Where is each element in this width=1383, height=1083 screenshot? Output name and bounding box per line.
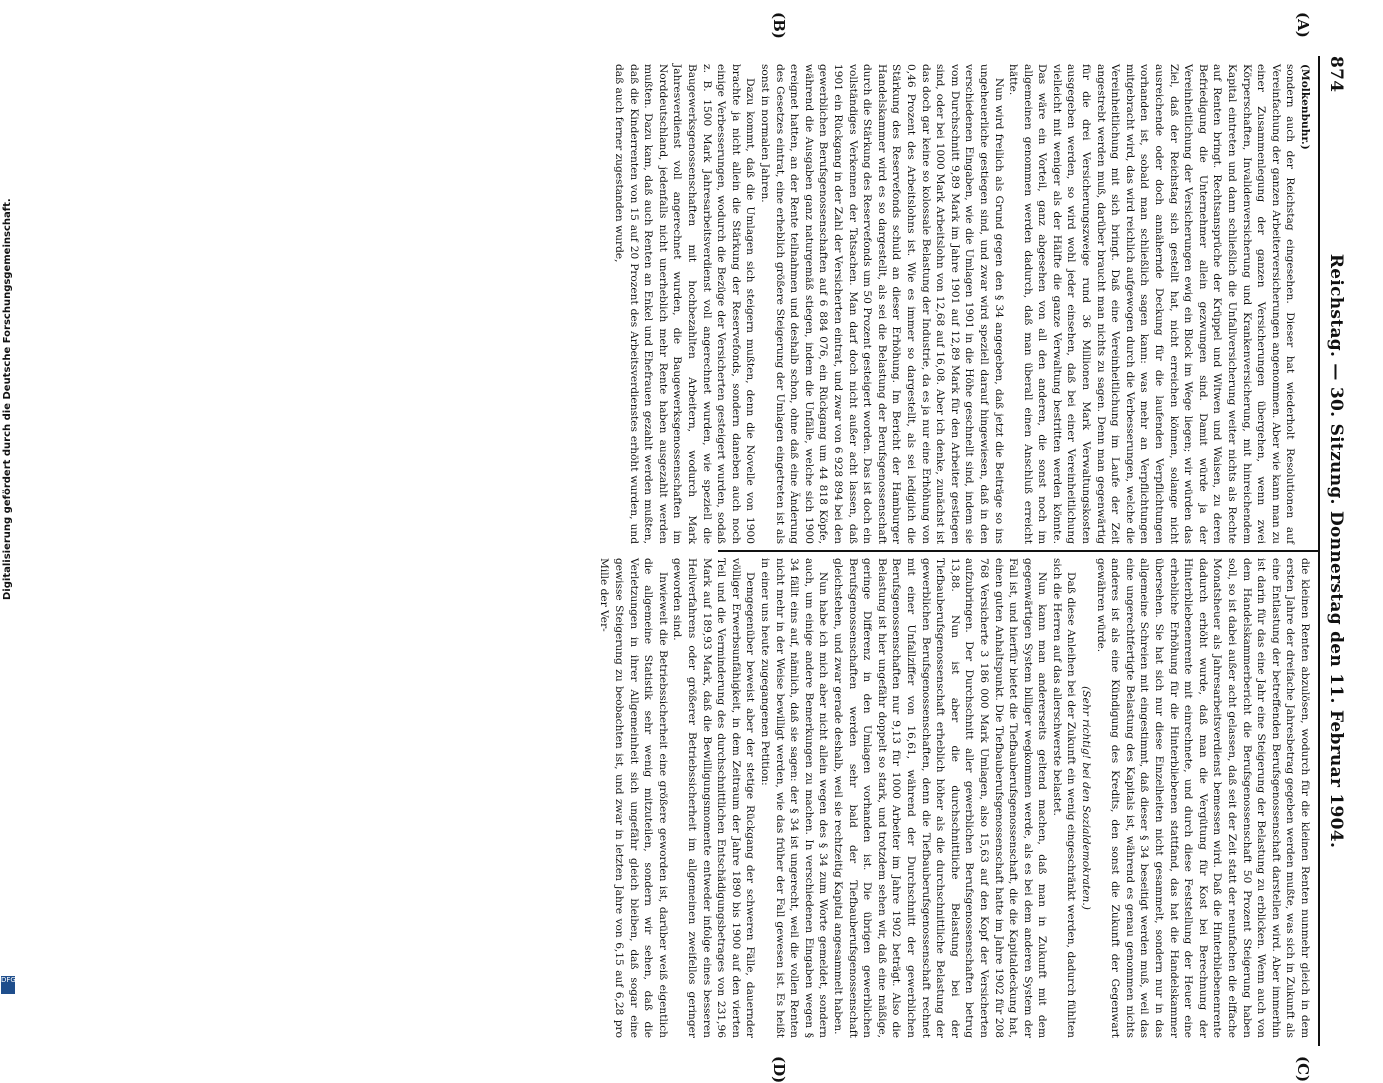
- interjection: (Sehr richtig! bei den Sozialdemokraten.): [1080, 686, 1093, 910]
- digitization-note: Digitalisierung gefördert durch die Deutsche Forschungsgemeinschaft.: [2, 198, 13, 600]
- document-page: [46, 12, 1348, 1083]
- right-paragraph: Nun habe ich mich aber nicht allein wegen des § 34 zum Worte gemeldet, sondern auch, um einige andere Bemerkungen zu machen. In verschiedenen Eingaben wegen § 34 fällt eins auf, nämlich, daß sie sagen: der § 34 ist ungerecht, weil die vollen Renten nicht mehr in der Weise bewilligt werden, wie das früher der Fall gewesen ist. Es heißt in einer uns heute zugegangenen Petition:: [759, 558, 830, 1038]
- column-divider: [718, 550, 1318, 552]
- margin-mark-a: (A): [1294, 12, 1312, 38]
- dfg-logo-icon: DFG: [1, 976, 15, 994]
- petition-quote: Demgegenüber beweist aber der stetige Rückgang der schweren Fälle, dauernder völliger Erwerbsunfähigkeit, in dem Zeitraum der Jahre 1890 bis 1900 auf den vierten Teil und die Verminderung des durchschnittlichen Entschädigungsbetrages von 231,96 Mark auf 189,93 Mark, daß die Bewilligungsmomente entweder infolge eines besseren Heilverfahrens oder größerer Betriebssicherheit im allgemeinen zweifellos geringer geworden sind.: [671, 558, 757, 1038]
- right-paragraph: Nun kann man andererseits geltend machen, daß man in Zukunft mit dem gegenwärtigen System billiger wegkommen werde, als es bei dem anderen System der Fall ist, und hierfür bietet die Tiefbauberufsgenossenschaft, die die Kapitaldeckung hat, einen guten Anhaltspunkt. Die Tiefbauberufsgenossenschaft hatte im Jahre 1902 für 208 768 Versicherte 3 186 000 Mark Umlagen, also 15,63 auf den Kopf der Versicherten aufzubringen. Der Durchschnitt aller gewerblichen Berufsgenossenschaften betrug 13,88. Nun ist aber die durchschnittliche Belastung bei der Tiefbauberufsgenossenschaft erheblich höher als die durchschnittliche Belastung der gewerblichen Berufsgenossenschaften, denn die Tiefbauberufsgenossenschaft rechnet mit einer Unfallziffer von 16,61, während der Durchschnitt der gewerblichen Berufsgenossenschaften nur 9,13 für 1000 Arbeiter im Jahre 1902 beträgt. Also die Belastung ist hier ungefähr doppelt so stark, und trotzdem sehen wir, daß eine mäßige, geringe Differenz in den Umlagen vorhanden ist. Die übrigen gewerblichen Berufsgenossenschaften werden sehr bald der Tiefbauberufsgenossenschaft gleichstehen, und zwar gerade deshalb, weil sie rechtzeitig Kapital angesammelt haben.: [832, 558, 1049, 1038]
- left-column: [612, 64, 1313, 544]
- left-paragraph: Dazu kommt, daß die Umlagen sich steigern mußten, denn die Novelle von 1900 brachte ja nicht allein die Stärkung der Reservefonds, sondern daneben auch noch einige Verbesserungen, wodurch die Bezüge der Versicherten gesteigert wurden, sodaß z. B. 1500 Mark Jahresarbeitsverdienst voll angerechnet wurden, wie speziell die Baugewerksgenossenschaften mit hochbezahlten Arbeitern, wodurch Mark Jahresverdienst voll angerechnet wurden, die Baugewerksgenossenschaften im Norddeutschland, jedenfalls nicht unerheblich mehr Rente haben ausgezahlt werden mußten. Dazu kam, daß auch Renten an Enkel und Ehefrauen gezahlt werden mußten, daß die Kinderrenten von 15 auf 20 Prozent des Arbeitsverdienstes erhöht wurden, und daß auch ferner zugestanden wurde,: [613, 64, 757, 544]
- page-number: 874: [1326, 56, 1346, 93]
- page-header-title: Reichstag. — 30. Sitzung. Donnerstag den 11. Februar 1904.: [1326, 253, 1346, 849]
- right-paragraph: die kleinen Renten abzulösen, wodurch für die kleinen Renten nunmehr gleich in dem ersten Jahre der dreifache Jahresbetrag gegeben werden mußte, was sich in Zukunft als eine Entlastung der betreffenden Berufsgenossenschaft darstellen wird. Aber immerhin ist darin für das eine Jahr eine Steigerung der Belastung zu erblicken. Wenn auch von dem Handelskammerbericht die Berufsgenossenschaft 50 Prozent Steigerung haben soll, so ist dabei außer acht gelassen, daß seit der Zeit statt der neunfachen die elffache Monatsheuer als Jahresarbeitsverdienst bemessen wird. Daß die Hinterbliebenenrente dadurch erhöht wurde, daß man die Vergütung für Kost bei Berechnung der Hinterbliebenenrente mit einrechnete, und durch diese Feststellung der Heuer eine erhebliche Erhöhung für die Hinterbliebenen stattfand, das hat die Handelskammer übersehen. Sie hat sich nur diese Einzelheiten nicht gesammelt, sondern nur in das allgemeine Schreien mit eingestimmt, daß dieser § 34 beseitigt werden muß, weil das eine ungerechtfertigte Belastung des Kapitals ist, während es genau genommen nichts anderes ist als eine Kündigung des Kredits, den sonst die Zukunft der Gegenwart gewähren würde.: [1094, 558, 1311, 1038]
- margin-mark-b: (B): [770, 12, 788, 39]
- speaker-name: (Molkenbuhr.): [1299, 64, 1311, 150]
- left-paragraph: sondern auch der Reichstag eingesehen. Dieser hat wiederholt Resolutionen auf Vereinfachung der ganzen Arbeiterversicherungen angenommen. Aber wie kann man zu einer Zusammenlegung der ganzen Versicherungen übergehen, wenn zwei Körperschaften, Invalidenversicherung und Krankenversicherung, mit hinreichendem Kapital eintreten und dann schließlich die Unfallversicherung weiter nichts als Rechte auf Renten bringt. Rechtsansprüche der Krüppel und Witwen und Waisen, zu deren Befriedigung die Unternehmer allein gezwungen sind. Damit würde ja der Vereinheitlichung der Versicherungen ewig ein Block im Wege liegen; wir würden das Ziel, daß der Reichstag sich gestellt hat, nicht erreichen können, solange nicht ausreichende oder doch annähernde Deckung für die laufenden Verpflichtungen vorhanden ist, sobald man schließlich sagen kann: was mehr an Verpflichtungen mitgebracht wird, das wird reichlich aufgewogen durch die Verbesserungen, welche die Vereinheitlichung mit sich bringt. Daß eine Vereinheitlichung im Laufe der Zeit angestrebt werden muß, darüber braucht man nichts zu sagen. Denn man gegenwärtig für die drei Versicherungszweige rund 36 Millionen Mark Verwaltungskosten ausgegeben werden, so wird wohl jeder einsehen, daß bei einer Vereinheitlichung vielleicht mit weniger als der Hälfte die ganze Verwaltung bestritten werden könnte. Das wäre ein Vorteil, ganz abgesehen von all den anderen, die sonst noch im allgemeinen genommen werden dadurch, daß man überall einen Anschluß erreicht hätte.: [1007, 64, 1297, 544]
- margin-mark-c: (C): [1294, 1056, 1312, 1083]
- right-paragraph: Inwieweit die Betriebssicherheit eine größere geworden ist, darüber weiß eigentlich die allgemeine Statistik sehr wenig mitzuteilen, sondern wir sehen, daß die Verletzungen in ihrer Allgemeinheit sich ungefähr gleich bleiben, daß sogar eine gewisse Steigerung zu beobachten ist, und zwar in letzten Jahre von 6,15 auf 6,28 pro Mille der Ver-: [598, 558, 669, 1038]
- running-head: [1318, 56, 1348, 1046]
- margin-mark-d: (D): [770, 1056, 788, 1083]
- right-column: [597, 558, 1312, 1038]
- header-rule: [1318, 56, 1320, 1046]
- right-paragraph: Daß diese Anleihen bei der Zukunft ein wenig eingeschränkt werden, dadurch fühlten sich die Herren auf das allerschwerste belastet.: [1050, 558, 1078, 1038]
- left-paragraph: Nun wird freilich als Grund gegen den § 34 angegeben, daß jetzt die Beiträge so ins ungeheuerliche gestiegen sind, und zwar wird speziell darauf hingewiesen, daß in den verschiedenen Eingaben, wie die Umlagen 1901 in die Höhe geschnellt sind, indem sie vom Durchschnitt 9,89 Mark im Jahre 1901 auf 12,89 Mark für den Arbeiter gestiegen sind, oder bei 1000 Mark Arbeitslohn von 12,68 auf 16,08. Aber ich denke, zunächst ist das doch gar keine so kolossale Belastung der Industrie, da es ja nur eine Erhöhung von 0,46 Prozent des Arbeitslohns ist. Wie es immer so dargestellt, als sei lediglich die Stärkung des Reservefonds schuld an dieser Erhöhung. Im Bericht der Hamburger Handelskammer wird es so dargestellt, als sei die Belastung der Berufsgenossenschaft durch die Stärkung des Reservefonds um 50 Prozent gesteigert worden. Das ist doch ein vollständiges Verkennen der Tatsachen. Man darf doch nicht außer acht lassen, daß 1901 ein Rückgang in der Zahl der Versicherten eintrat, und zwar von 6 928 894 bei den gewerblichen Berufsgenossenschaften auf 6 884 076, ein Rückgang um 44 818 Köpfe, während die Ausgaben ganz naturgemäß stiegen, indem die Unfälle, welche sich 1900 ereignet hatten, an der Rente teilnahmen und deshalb schon, ohne daß eine Änderung des Gesetzes eintrat, eine erheblich größere Steigerung der Umlagen eingetreten ist als sonst in normalen Jahren.: [759, 64, 1005, 544]
